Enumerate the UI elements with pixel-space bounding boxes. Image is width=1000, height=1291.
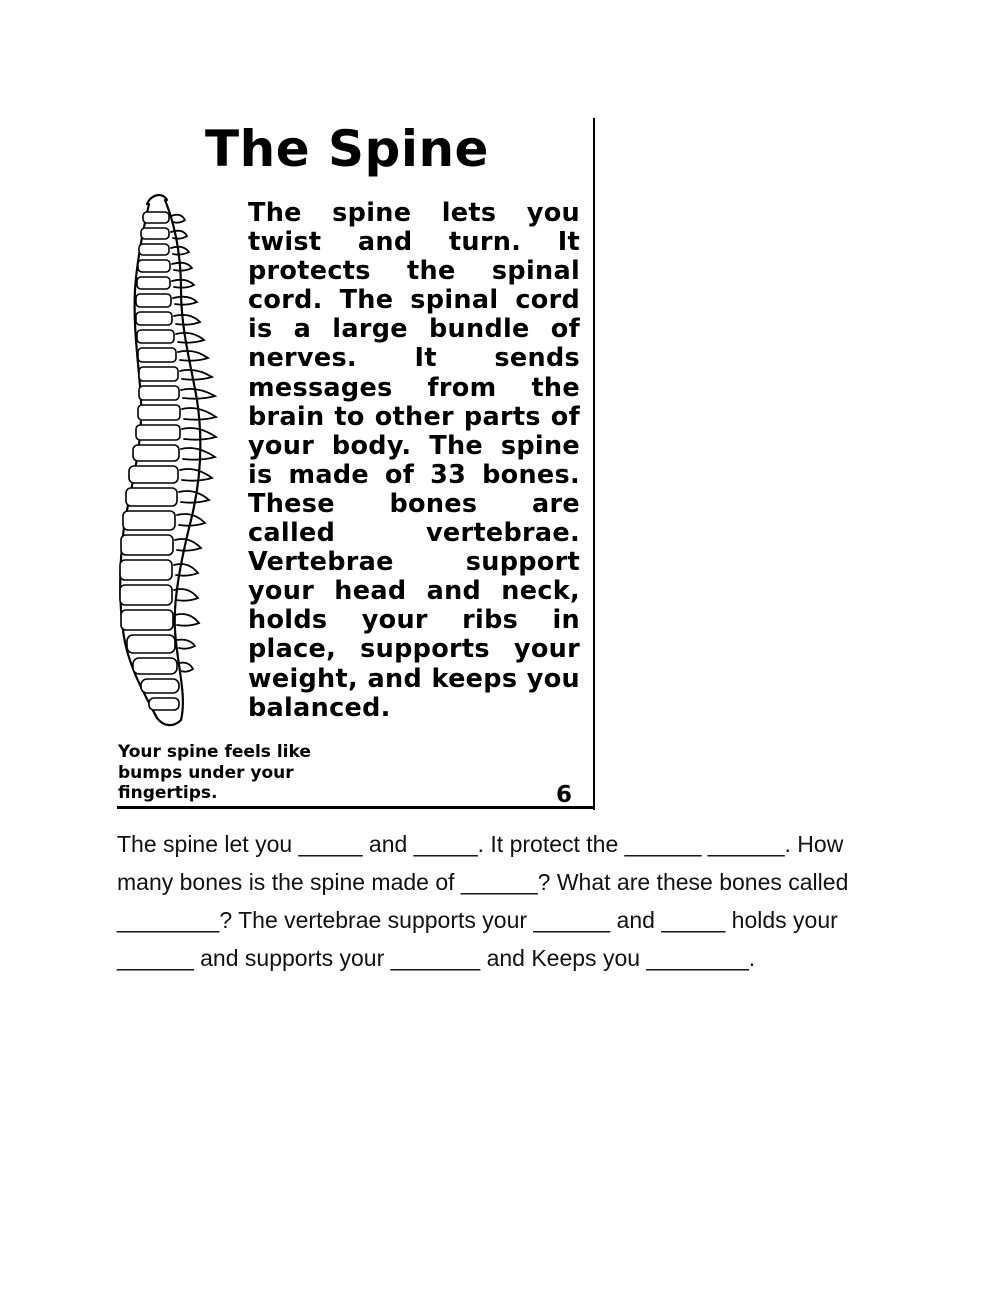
worksheet-title: The Spine: [205, 120, 489, 178]
worksheet-body-text: The spine lets you twist and turn. It protects the spinal cord. The spinal cord is a large bundle of nerves. It sends messages from the brain to other parts of your body. The spine is made of 33 bones. These bones are called vertebrae. Vertebrae support your head and neck, holds your ribs in place, supports your weight, and keeps you balanced.: [248, 198, 580, 723]
card-bottom-border: [117, 806, 595, 809]
page-number: 6: [556, 782, 573, 808]
card-right-border: [593, 118, 595, 810]
spine-illustration-icon: [117, 190, 232, 730]
worksheet-footnote: Your spine feels like bumps under your fingertips.: [118, 742, 311, 803]
fill-in-blank-question: The spine let you _____ and _____. It protect the ______ ______. How many bones is the spine made of ______? What are these bones called ________? The vertebrae supports your ______ and _____ holds your ______ and supports your _______ and Keeps you ________.: [117, 831, 849, 971]
